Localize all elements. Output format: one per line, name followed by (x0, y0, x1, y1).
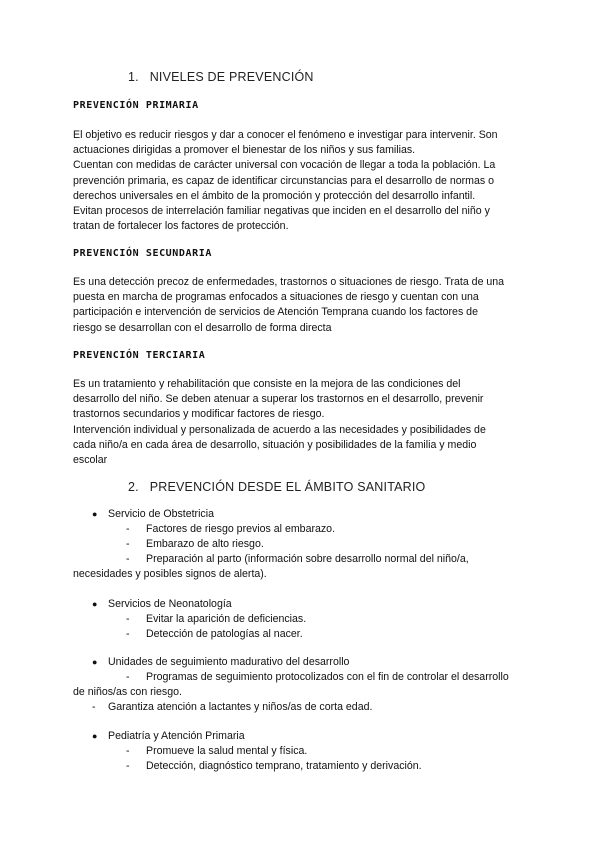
dash-item (126, 670, 509, 685)
dash-item-text: Factores de riesgo previos al embarazo. (146, 523, 336, 535)
secundaria-line: puesta en marcha de programas enfocados a situaciones de riesgo y cuentan con una (73, 291, 479, 304)
dash-item-text: Detección, diagnóstico temprano, tratamiento y derivación. (146, 760, 422, 772)
bullet-dot-icon: ● (92, 599, 98, 609)
bullet-dot-icon: ● (92, 509, 98, 519)
bullet-label: Unidades de seguimiento madurativo del desarrollo (108, 656, 350, 668)
dash-icon: - (92, 701, 96, 713)
section-2-number: 2. (128, 480, 139, 494)
primaria-paragraph (73, 128, 535, 234)
dash-item (126, 552, 469, 567)
primaria-line: El objetivo es reducir riesgos y dar a conocer el fenómeno e investigar para intervenir. Son (73, 129, 498, 141)
secundaria-line: participación e intervención de servicios de Atención Temprana cuando los factores de (73, 306, 478, 319)
dash-item-text: Detección de patologías al nacer. (146, 628, 303, 640)
dash-icon: - (126, 523, 130, 535)
section-1-heading (128, 70, 314, 84)
bullet-seguimiento (92, 655, 349, 670)
secundaria-heading: PREVENCIÓN SECUNDARIA (73, 248, 213, 259)
dash-item (92, 700, 372, 715)
dash-icon: - (126, 760, 130, 772)
terciaria-line: Intervención individual y personalizada de acuerdo a las necesidades y posibilidades de (73, 423, 486, 436)
primaria-heading: PREVENCIÓN PRIMARIA (73, 100, 199, 111)
dash-item (126, 744, 307, 759)
dash-item-text: Preparación al parto (información sobre desarrollo normal del niño/a, (146, 553, 469, 565)
terciaria-line: escolar (73, 454, 108, 467)
dash-item (126, 759, 422, 774)
continuation-line: de niños/as con riesgo. (73, 686, 182, 698)
dash-icon: - (126, 538, 130, 550)
section-2-heading (128, 480, 425, 494)
bullet-obstetricia (92, 507, 214, 522)
terciaria-line: cada niño/a en cada área de desarrollo, situación y posibilidades de la familia y medio (73, 438, 477, 451)
primaria-line: tratan de fortalecer los factores de protección. (73, 220, 289, 233)
dash-item (126, 627, 303, 642)
bullet-pediatria (92, 729, 245, 744)
section-2-title: PREVENCIÓN DESDE EL ÁMBITO SANITARIO (149, 480, 426, 494)
primaria-line: Cuentan con medidas de carácter universal con vocación de llegar a toda la población. La (73, 159, 496, 172)
primaria-line: Evitan procesos de interrelación familiar negativas que inciden en el desarrollo del niño y (73, 205, 490, 218)
continuation-line: necesidades y posibles signos de alerta). (73, 568, 267, 580)
dash-icon: - (126, 553, 130, 565)
terciaria-heading: PREVENCIÓN TERCIARIA (73, 350, 206, 361)
primaria-line: prevención primaria, es capaz de identificar circunstancias para el desarrollo de normas o (73, 174, 495, 187)
secundaria-line: Es una detección precoz de enfermedades, trastornos o situaciones de riesgo. Trata de una (73, 276, 505, 288)
bullet-neonatologia (92, 597, 232, 612)
dash-item-text: Evitar la aparición de deficiencias. (146, 613, 307, 625)
dash-icon: - (126, 613, 130, 625)
bullet-label: Pediatría y Atención Primaria (108, 730, 245, 742)
dash-item-text: Garantiza atención a lactantes y niños/as de corta edad. (108, 701, 373, 713)
terciaria-line: Es un tratamiento y rehabilitación que consiste en la mejora de las condiciones del (73, 378, 461, 390)
secundaria-line: riesgo se desarrollan con el desarrollo de forma directa (73, 321, 332, 334)
primaria-line: derechos universales en el ámbito de la promoción y protección del desarrollo infantil. (73, 189, 476, 202)
terciaria-line: desarrollo del niño. Se deben atenuar a superar los trastornos en el desarrollo, prevenir (73, 393, 484, 406)
dash-icon: - (126, 745, 130, 757)
dash-item (126, 537, 264, 552)
bullet-dot-icon: ● (92, 657, 98, 667)
bullet-dot-icon: ● (92, 731, 98, 741)
dash-icon: - (126, 671, 130, 683)
bullet-label: Servicios de Neonatología (108, 598, 232, 610)
section-1-number: 1. (128, 70, 139, 84)
dash-item-text: Promueve la salud mental y física. (146, 745, 308, 757)
dash-item-text: Embarazo de alto riesgo. (146, 538, 264, 550)
dash-item (126, 522, 335, 537)
dash-item-text: Programas de seguimiento protocolizados con el fin de controlar el desarrollo (146, 671, 509, 683)
primaria-line: actuaciones dirigidas a promover el bienestar de los niños y sus familias. (73, 144, 416, 157)
secundaria-paragraph (73, 275, 535, 336)
terciaria-line: trastornos secundarios y modificar factores de riesgo. (73, 408, 325, 421)
dash-icon: - (126, 628, 130, 640)
terciaria-paragraph (73, 377, 535, 468)
bullet-label: Servicio de Obstetricia (108, 508, 214, 520)
dash-item (126, 612, 306, 627)
section-1-title: NIVELES DE PREVENCIÓN (149, 70, 314, 84)
